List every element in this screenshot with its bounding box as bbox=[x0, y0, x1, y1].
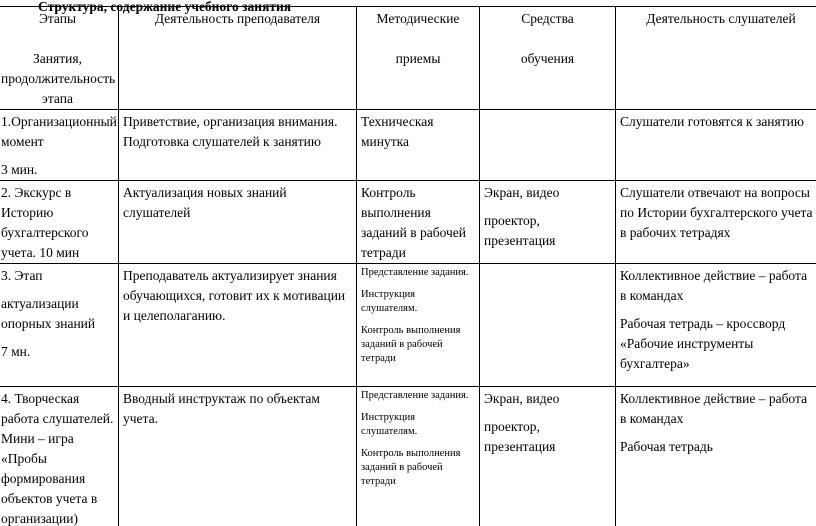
methods-line: Контроль bbox=[361, 185, 416, 200]
students-line: Слушатели готовятся к занятию bbox=[620, 114, 804, 129]
stage-line: организации) bbox=[1, 511, 78, 526]
stage-line: работа слушателей. bbox=[1, 411, 114, 426]
stage-line: 1.Организационный bbox=[1, 114, 117, 129]
methods-line: слушателям. bbox=[361, 303, 418, 314]
header-cell-stages bbox=[0, 7, 119, 110]
teacher-line: Преподаватель актуализирует знания bbox=[123, 268, 337, 283]
stage-line: момент bbox=[1, 134, 44, 149]
students-line: в рабочих тетрадях bbox=[620, 225, 731, 240]
tools-line: проектор, bbox=[484, 213, 540, 228]
table-row bbox=[0, 110, 816, 181]
header-cell-students bbox=[616, 7, 816, 110]
methods-cell bbox=[357, 387, 480, 526]
stage-line: 7 мн. bbox=[1, 344, 31, 359]
teacher-line: и целеполаганию. bbox=[123, 308, 226, 323]
methods-line: тетради bbox=[361, 476, 396, 487]
students-cell bbox=[616, 264, 816, 387]
teacher-line: учета. bbox=[123, 411, 158, 426]
header-cell-tools bbox=[480, 7, 616, 110]
methods-line: Инструкция bbox=[361, 289, 416, 300]
teacher-line: Приветствие, организация внимания. bbox=[123, 114, 338, 129]
header-methods-line: приемы bbox=[395, 51, 441, 66]
stage-line: актуализации bbox=[1, 296, 79, 311]
tools-cell bbox=[480, 181, 616, 264]
header-cell-teacher bbox=[119, 7, 357, 110]
teacher-line: Актуализация новых знаний bbox=[123, 185, 287, 200]
teacher-cell bbox=[119, 264, 357, 387]
students-cell bbox=[616, 181, 816, 264]
tools-cell bbox=[480, 264, 616, 387]
stage-cell bbox=[0, 181, 119, 264]
stage-line: 2. Экскурс в bbox=[1, 185, 72, 200]
methods-line: заданий в рабочей bbox=[361, 339, 443, 350]
students-line: Рабочая тетрадь – кроссворд bbox=[620, 316, 786, 331]
header-stages-line: продолжительность bbox=[1, 71, 116, 86]
teacher-line: обучающихся, готовит их к мотивации bbox=[123, 288, 346, 303]
stage-line: бухгалтерского bbox=[1, 225, 89, 240]
methods-line: слушателям. bbox=[361, 426, 418, 437]
tools-line: презентация bbox=[484, 233, 556, 248]
stage-cell bbox=[0, 264, 119, 387]
stage-line: «Пробы bbox=[1, 451, 47, 466]
teacher-cell bbox=[119, 387, 357, 526]
methods-line: Контроль выполнения bbox=[361, 448, 461, 459]
table-header-row bbox=[0, 7, 816, 110]
methods-cell bbox=[357, 110, 480, 181]
methods-line: заданий в рабочей bbox=[361, 225, 467, 240]
table-row bbox=[0, 264, 816, 387]
tools-line: проектор, bbox=[484, 419, 540, 434]
tools-cell bbox=[480, 387, 616, 526]
methods-line: минутка bbox=[361, 134, 409, 149]
methods-line: заданий в рабочей bbox=[361, 462, 443, 473]
teacher-line: Подготовка слушателей к занятию bbox=[123, 134, 321, 149]
students-cell bbox=[616, 110, 816, 181]
teacher-line: слушателей bbox=[123, 205, 191, 220]
stage-line: 4. Творческая bbox=[1, 391, 80, 406]
stage-cell bbox=[0, 110, 119, 181]
methods-line: тетради bbox=[361, 353, 396, 364]
teacher-cell bbox=[119, 110, 357, 181]
table-row bbox=[0, 181, 816, 264]
stage-cell bbox=[0, 387, 119, 526]
teacher-cell bbox=[119, 181, 357, 264]
students-line: бухгалтера» bbox=[620, 356, 690, 371]
methods-line: Техническая bbox=[361, 114, 434, 129]
methods-line: тетради bbox=[361, 245, 406, 260]
methods-cell bbox=[357, 264, 480, 387]
lesson-structure-table bbox=[0, 6, 816, 526]
stage-line: 3 мин. bbox=[1, 162, 38, 177]
students-line: Коллективное действие – работа bbox=[620, 268, 808, 283]
header-students-label: Деятельность слушателей bbox=[646, 11, 796, 26]
tools-line: Экран, видео bbox=[484, 391, 560, 406]
students-line: в командах bbox=[620, 411, 684, 426]
students-line: Коллективное действие – работа bbox=[620, 391, 808, 406]
header-methods-line: Методические bbox=[376, 11, 460, 26]
stage-line: 3. Этап bbox=[1, 268, 43, 283]
header-tools-line: Средства bbox=[521, 11, 574, 26]
stage-line: объектов учета в bbox=[1, 491, 98, 506]
header-teacher-label: Деятельность преподавателя bbox=[154, 11, 321, 26]
stage-line: Мини – игра bbox=[1, 431, 74, 446]
methods-line: выполнения bbox=[361, 205, 431, 220]
methods-line: Представление задания. bbox=[361, 267, 469, 278]
table-row bbox=[0, 387, 816, 526]
methods-line: Представление задания. bbox=[361, 390, 469, 401]
tools-cell bbox=[480, 110, 616, 181]
stage-line: учета. 10 мин bbox=[1, 245, 80, 260]
students-line: в командах bbox=[620, 288, 684, 303]
stage-line: Историю bbox=[1, 205, 54, 220]
students-line: Слушатели отвечают на вопросы bbox=[620, 185, 810, 200]
teacher-line: Вводный инструктаж по объектам bbox=[123, 391, 320, 406]
header-tools-line: обучения bbox=[520, 51, 575, 66]
header-stages-line: Занятия, bbox=[33, 51, 82, 66]
header-stages-line: этапа bbox=[42, 91, 73, 106]
students-cell bbox=[616, 387, 816, 526]
tools-line: презентация bbox=[484, 439, 556, 454]
methods-line: Инструкция bbox=[361, 412, 416, 423]
methods-line: Контроль выполнения bbox=[361, 325, 461, 336]
stage-line: опорных знаний bbox=[1, 316, 96, 331]
header-stages-line: Этапы bbox=[38, 11, 77, 26]
students-line: Рабочая тетрадь bbox=[620, 439, 713, 454]
header-cell-methods bbox=[357, 7, 480, 110]
students-line: «Рабочие инструменты bbox=[620, 336, 754, 351]
methods-cell bbox=[357, 181, 480, 264]
document-title: Структура, содержание учебного занятия bbox=[38, 0, 292, 14]
students-line: по Истории бухгалтерского учета bbox=[620, 205, 813, 220]
tools-line: Экран, видео bbox=[484, 185, 560, 200]
stage-line: формирования bbox=[1, 471, 86, 486]
